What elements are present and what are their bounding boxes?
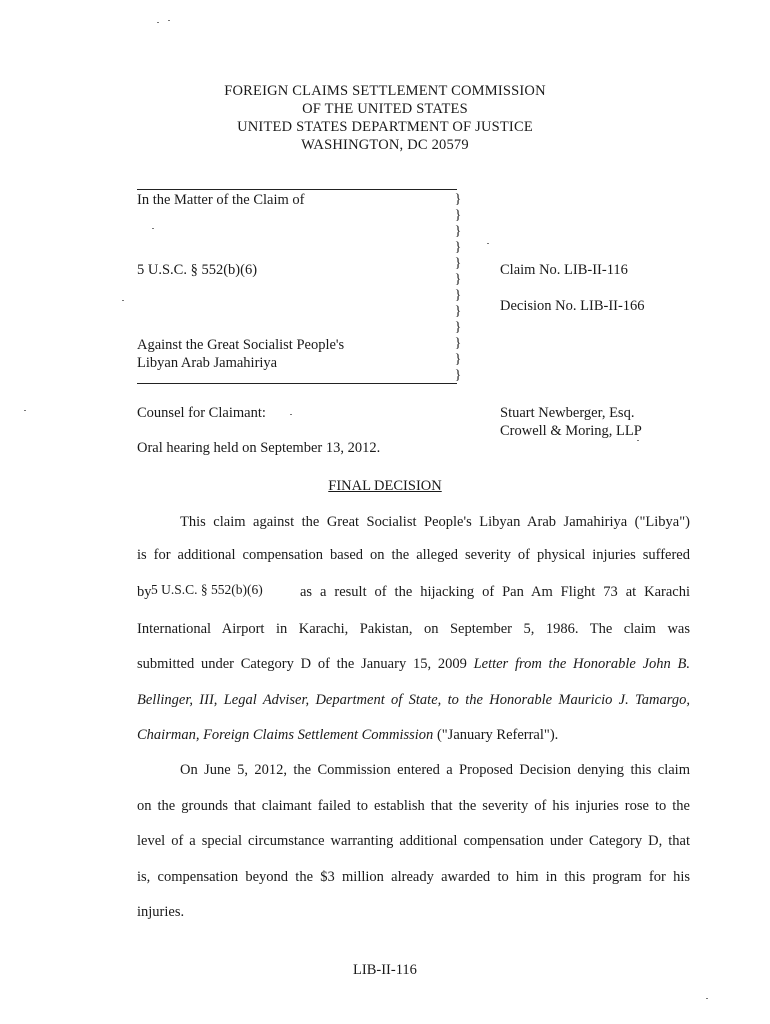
counsel-firm: Crowell & Moring, LLP xyxy=(500,423,642,439)
decision-number: Decision No. LIB-II-166 xyxy=(500,298,645,314)
para1-line: International Airport in Karachi, Pakistan, on September 5, 1986. The claim was xyxy=(137,621,690,637)
claim-number: Claim No. LIB-II-116 xyxy=(500,262,628,278)
scan-speck xyxy=(152,228,154,229)
counsel-label: Counsel for Claimant: xyxy=(137,405,266,421)
caption-brace: } xyxy=(454,224,462,239)
decision-title: FINAL DECISION xyxy=(328,478,442,494)
caption-brace: } xyxy=(454,192,462,207)
caption-brace: } xyxy=(454,352,462,367)
scan-speck xyxy=(487,243,489,244)
para2-line: on the grounds that claimant failed to establish that the severity of his injuries rose to the xyxy=(137,798,690,814)
page-footer-claim-number: LIB-II-116 xyxy=(353,962,417,978)
redacted-claimant-name: 5 U.S.C. § 552(b)(6) xyxy=(151,582,263,597)
caption-brace: } xyxy=(454,336,462,351)
letter-title-part3: Chairman, Foreign Claims Settlement Commission xyxy=(137,727,434,743)
para1-line: is for additional compensation based on the alleged severity of physical injuries suffered xyxy=(137,547,690,563)
matter-label: In the Matter of the Claim of xyxy=(137,192,305,208)
caption-brace: } xyxy=(454,208,462,223)
respondent-line-1: Against the Great Socialist People's xyxy=(137,337,345,353)
scan-speck xyxy=(290,414,292,415)
department-address: WASHINGTON, DC 20579 xyxy=(301,137,469,153)
commission-country: OF THE UNITED STATES xyxy=(302,101,468,117)
para2-line: level of a special circumstance warranting additional compensation under Category D, that xyxy=(137,833,690,849)
caption-brace: } xyxy=(454,368,462,383)
respondent-line-2: Libyan Arab Jamahiriya xyxy=(137,355,278,371)
caption-brace: } xyxy=(454,304,462,319)
para1-line xyxy=(137,727,690,744)
scan-speck xyxy=(122,300,124,301)
caption-brace: } xyxy=(454,256,462,271)
hearing-date: Oral hearing held on September 13, 2012. xyxy=(137,440,381,456)
claimant-redacted: 5 U.S.C. § 552(b)(6) xyxy=(137,262,258,278)
scan-speck xyxy=(637,440,639,441)
scan-speck xyxy=(24,410,26,411)
letter-title-part1: Letter from the Honorable John B. xyxy=(473,656,690,672)
para2-line: injuries. xyxy=(137,904,185,920)
scan-speck xyxy=(706,998,708,999)
caption-brace: } xyxy=(454,272,462,287)
commission-name: FOREIGN CLAIMS SETTLEMENT COMMISSION xyxy=(224,83,546,99)
para1-by: by xyxy=(137,584,152,600)
scan-speck xyxy=(168,20,170,21)
letter-title-part2: Bellinger, III, Legal Adviser, Department of State, to the Honorable Mauricio J. Tamargo, xyxy=(137,692,690,708)
caption-brace: } xyxy=(454,288,462,303)
para1-line: This claim against the Great Socialist People's Libyan Arab Jamahiriya ("Libya") xyxy=(180,514,690,530)
para1-line xyxy=(137,656,690,673)
counsel-name: Stuart Newberger, Esq. xyxy=(500,405,635,421)
caption-bottom-rule xyxy=(137,383,457,384)
scan-speck xyxy=(157,22,159,23)
caption-brace: } xyxy=(454,320,462,335)
para2-line: is, compensation beyond the $3 million already awarded to him in this program for his xyxy=(137,869,690,885)
para1-line xyxy=(137,692,690,709)
para1-text: submitted under Category D of the January 15, 2009 xyxy=(137,656,474,672)
para1-line-rest: as a result of the hijacking of Pan Am Flight 73 at Karachi xyxy=(300,584,690,600)
caption-top-rule xyxy=(137,189,457,190)
department-name: UNITED STATES DEPARTMENT OF JUSTICE xyxy=(237,119,533,135)
january-referral: ("January Referral"). xyxy=(433,727,559,743)
para2-line: On June 5, 2012, the Commission entered a Proposed Decision denying this claim xyxy=(180,762,690,778)
caption-brace: } xyxy=(454,240,462,255)
